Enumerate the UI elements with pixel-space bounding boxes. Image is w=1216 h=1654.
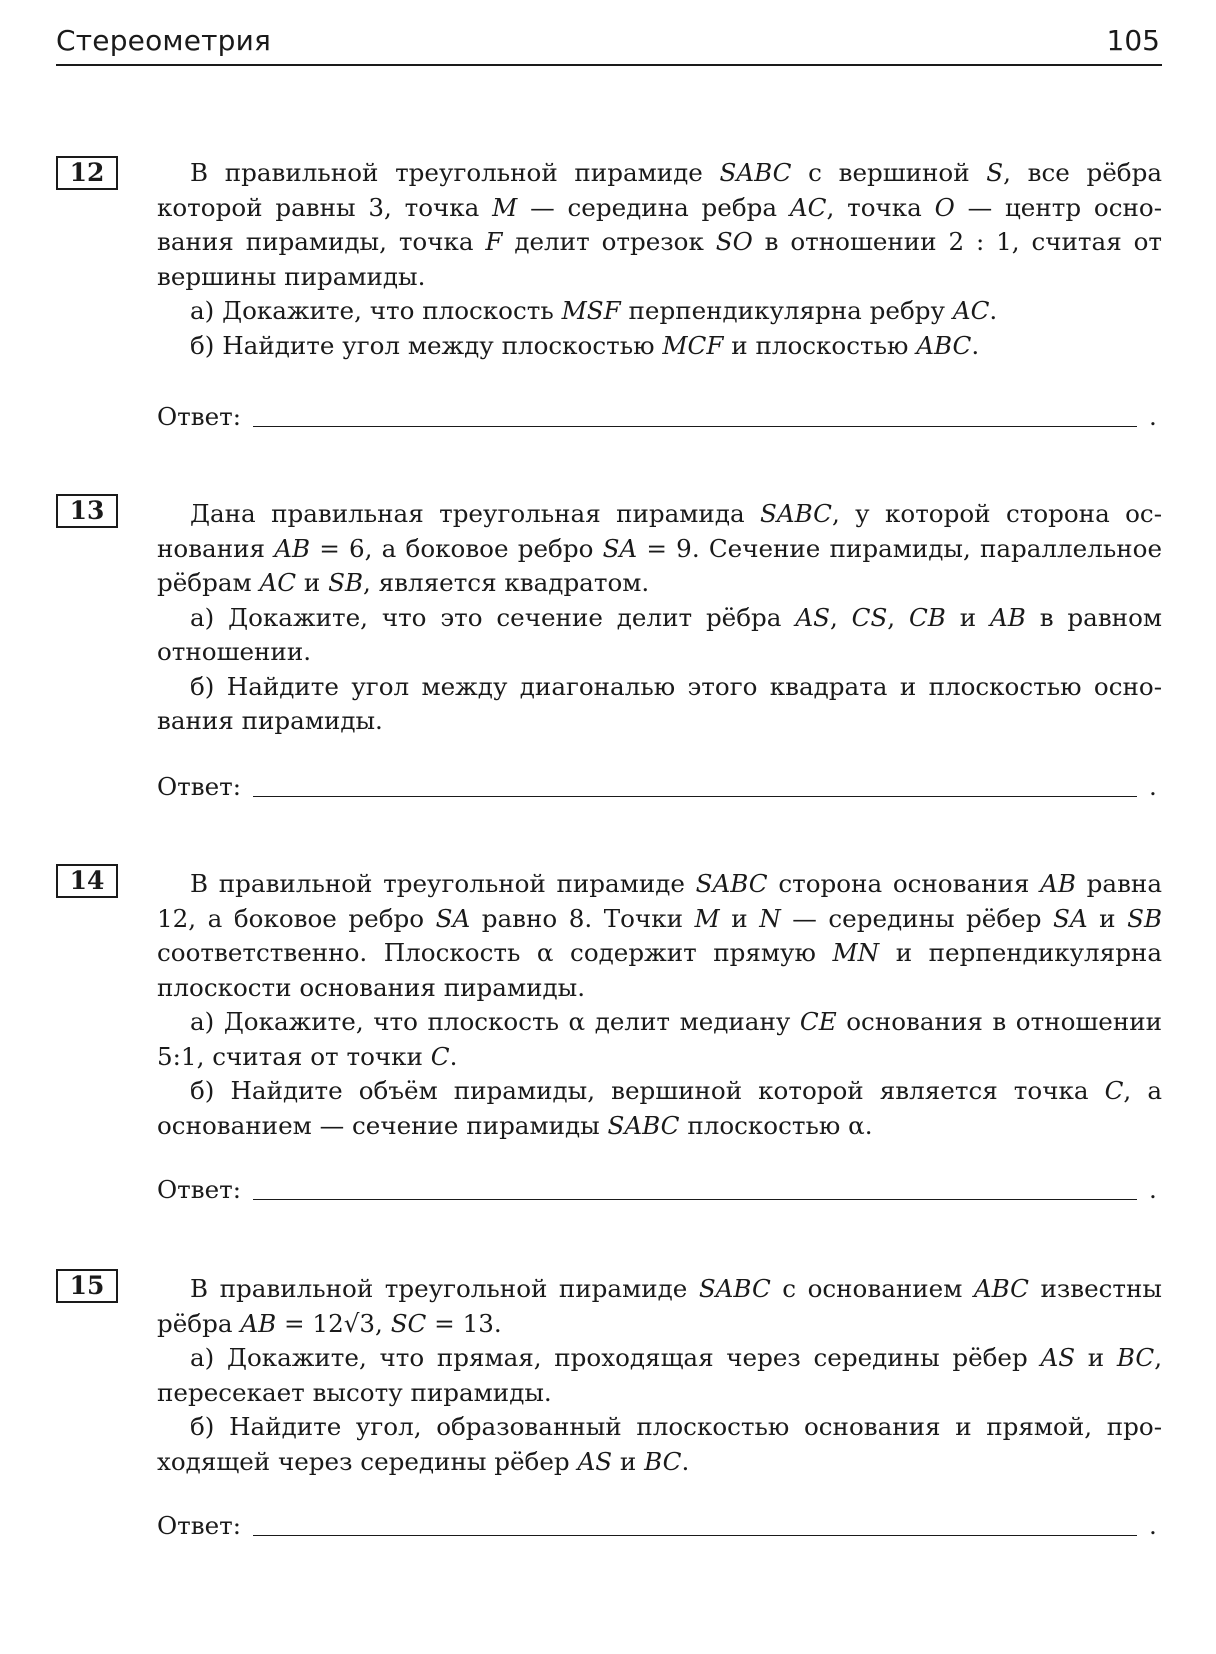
text-run: и перпендикулярна плоскости основания пирамиды.: [157, 938, 1162, 1002]
answer-field[interactable]: [157, 1173, 1162, 1207]
text-run: .: [971, 330, 980, 360]
math-symbol: SC: [390, 1308, 427, 1338]
math-symbol: O: [934, 192, 955, 222]
text-run: и плоскостью: [723, 330, 917, 360]
text-run: .: [989, 296, 998, 325]
math-symbol: AC: [789, 192, 827, 222]
answer-line[interactable]: [253, 1199, 1137, 1200]
text-run: = 9. Сечение пирамиды, параллельное рёбрам: [157, 533, 1163, 597]
math-symbol: C: [1104, 1076, 1124, 1105]
answer-dot: .: [1149, 1511, 1157, 1540]
math-symbol: ABC: [973, 1274, 1029, 1303]
text-run: плоскостью α.: [679, 1110, 873, 1140]
text-run: б) Найдите угол, образованный плоскостью основания и прямой, проходящей через середины рёбер: [157, 1412, 1162, 1476]
part-b: [157, 329, 1162, 364]
text-run: с основанием: [770, 1274, 974, 1303]
problem-statement: [157, 867, 1162, 1005]
math-symbol: MSF: [561, 296, 621, 325]
text-run: и: [719, 903, 760, 933]
problem-statement: [157, 497, 1162, 601]
part-a: [157, 601, 1162, 670]
text-run: — середина ребра: [517, 192, 790, 222]
math-symbol: AB: [240, 1308, 277, 1338]
answer-field[interactable]: [157, 1509, 1162, 1543]
text-run: = 12√3,: [276, 1308, 391, 1338]
part-a: [157, 294, 1162, 329]
text-run: В правильной треугольной пирамиде: [190, 869, 696, 898]
answer-label: Ответ:: [157, 402, 242, 431]
math-symbol: ABC: [916, 330, 972, 360]
math-symbol: M: [694, 903, 720, 933]
math-symbol: S: [986, 158, 1004, 187]
text-run: ,: [829, 602, 852, 632]
text-run: , точка: [826, 192, 935, 222]
text-run: , является квадратом.: [363, 568, 650, 597]
text-run: = 13.: [426, 1308, 502, 1338]
text-run: Дана правильная треугольная пирамида: [190, 499, 761, 528]
text-run: а) Докажите, что плоскость α делит медиану: [190, 1007, 800, 1036]
text-run: ,: [887, 602, 909, 632]
math-symbol: SABC: [695, 869, 768, 898]
math-symbol: SABC: [698, 1274, 771, 1303]
text-run: , пересекает высоту пирамиды.: [157, 1343, 1163, 1407]
text-run: б) Найдите угол между плоскостью: [190, 330, 663, 360]
answer-line[interactable]: [253, 796, 1137, 797]
text-run: с вершиной: [791, 158, 987, 187]
text-run: равна 12, а боковое ребро: [157, 869, 1162, 933]
math-symbol: SO: [715, 227, 753, 256]
page-header: [56, 18, 1162, 66]
part-b: [157, 670, 1162, 739]
math-symbol: SABC: [760, 499, 832, 528]
answer-field[interactable]: [157, 400, 1162, 434]
text-run: в равном отношении.: [157, 602, 1163, 666]
text-run: а) Докажите, что плоскость: [190, 296, 562, 325]
text-run: а) Докажите, что это сечение делит рёбра: [190, 602, 796, 632]
text-run: б) Найдите угол между диагональю этого квадрата и плоскостью основания пирамиды.: [157, 671, 1162, 735]
text-run: и: [296, 568, 329, 597]
problem-number-box: 15: [56, 1269, 118, 1303]
answer-dot: .: [1149, 402, 1157, 431]
text-run: б) Найдите объём пирамиды, вершиной которой является точка: [190, 1076, 1105, 1105]
math-symbol: SA: [1053, 903, 1088, 933]
math-symbol: CE: [799, 1007, 837, 1036]
part-b: [157, 1410, 1162, 1479]
text-run: , у которой сторона основания: [157, 499, 1163, 563]
text-run: — центр основания пирамиды, точка: [157, 192, 1162, 256]
problem-number-box: 12: [56, 156, 118, 190]
math-symbol: AB: [274, 533, 311, 563]
math-symbol: AB: [990, 602, 1026, 632]
answer-label: Ответ:: [157, 1511, 242, 1540]
answer-label: Ответ:: [157, 1175, 242, 1204]
math-symbol: CS: [851, 602, 888, 632]
answer-line[interactable]: [253, 426, 1137, 427]
text-run: В правильной треугольной пирамиде: [190, 1274, 699, 1303]
math-symbol: AS: [1040, 1343, 1076, 1372]
answer-field[interactable]: [157, 770, 1162, 804]
problem-number-box: 14: [56, 864, 118, 898]
text-run: , а основанием — сечение пирамиды: [157, 1076, 1162, 1140]
problem-text: [157, 156, 1162, 363]
problem-number-box: 13: [56, 494, 118, 528]
math-symbol: SABC: [607, 1110, 680, 1140]
text-run: и: [1075, 1343, 1117, 1372]
math-symbol: SB: [1127, 903, 1163, 933]
math-symbol: SABC: [719, 158, 792, 187]
math-symbol: SA: [435, 903, 471, 933]
math-symbol: MN: [832, 938, 880, 967]
answer-label: Ответ:: [157, 772, 242, 801]
problem-statement: [157, 156, 1162, 294]
math-symbol: SA: [602, 533, 638, 563]
text-run: — середины рёбер: [780, 903, 1053, 933]
answer-dot: .: [1149, 772, 1157, 801]
text-run: делит отрезок: [502, 227, 716, 256]
math-symbol: N: [759, 903, 781, 933]
math-symbol: AC: [952, 296, 990, 325]
math-symbol: MCF: [662, 330, 724, 360]
math-symbol: BC: [1116, 1343, 1155, 1372]
problem-text: [157, 1272, 1162, 1479]
problem-text: [157, 867, 1162, 1143]
part-a: [157, 1341, 1162, 1410]
text-run: основания в отношении 5:1, считая от точки: [157, 1007, 1163, 1071]
answer-dot: .: [1149, 1175, 1157, 1204]
text-run: известны рёбра: [157, 1274, 1162, 1338]
math-symbol: F: [485, 227, 503, 256]
part-b: [157, 1074, 1162, 1143]
text-run: и: [945, 602, 990, 632]
math-symbol: SB: [328, 568, 364, 597]
math-symbol: AB: [1040, 869, 1076, 898]
page-number: 105: [1106, 24, 1160, 57]
problem-text: [157, 497, 1162, 739]
math-symbol: C: [430, 1041, 450, 1071]
text-run: в отношении 2 : 1, считая от вершины пирамиды.: [157, 227, 1162, 291]
text-run: .: [449, 1041, 458, 1071]
math-symbol: AS: [795, 602, 830, 632]
text-run: .: [681, 1446, 690, 1476]
text-run: = 6, а боковое ребро: [310, 533, 603, 563]
section-title: Стереометрия: [56, 24, 272, 57]
text-run: равно 8. Точки: [470, 903, 695, 933]
text-run: , все рёбра которой равны 3, точка: [157, 158, 1163, 222]
text-run: В правильной треугольной пирамиде: [190, 158, 720, 187]
text-run: а) Докажите, что прямая, проходящая через середины рёбер: [190, 1343, 1041, 1372]
text-run: соответственно. Плоскость α содержит прямую: [157, 938, 833, 967]
problem-statement: [157, 1272, 1162, 1341]
answer-line[interactable]: [253, 1535, 1137, 1536]
math-symbol: M: [492, 192, 518, 222]
math-symbol: CB: [908, 602, 946, 632]
part-a: [157, 1005, 1162, 1074]
math-symbol: BC: [644, 1446, 682, 1476]
text-run: перпендикулярна ребру: [620, 296, 953, 325]
text-run: сторона основания: [767, 869, 1041, 898]
math-symbol: AC: [259, 568, 297, 597]
text-run: и: [1087, 903, 1128, 933]
text-run: и: [612, 1446, 645, 1476]
math-symbol: AS: [577, 1446, 613, 1476]
